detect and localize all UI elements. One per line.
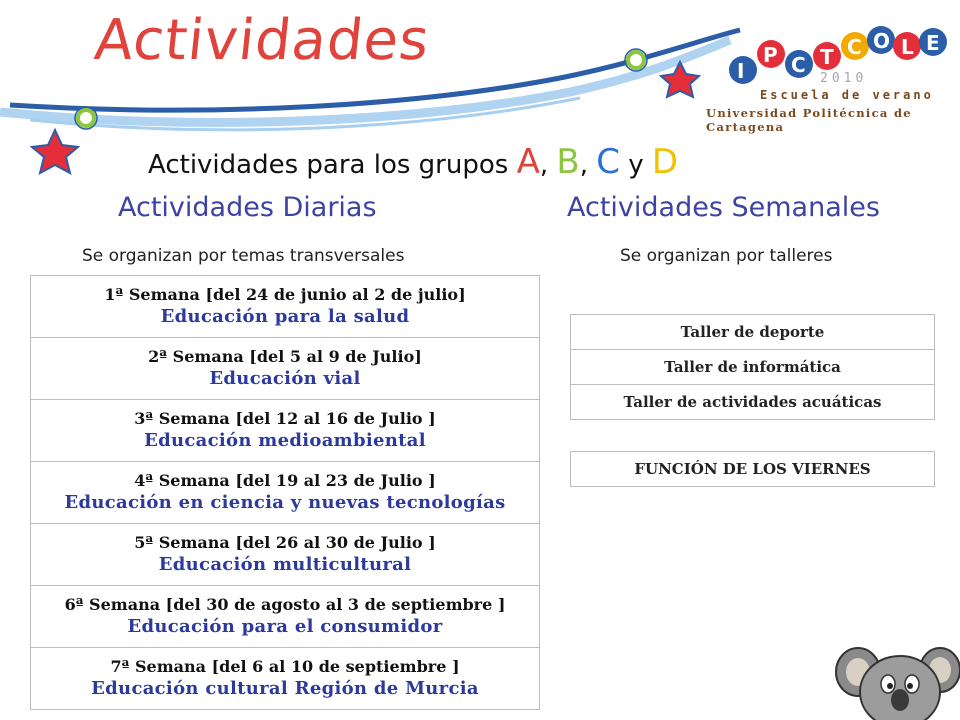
table-row (571, 350, 935, 385)
daily-subheading: Se organizan por temas transversales (82, 246, 405, 266)
svg-text:E: E (926, 31, 940, 55)
subtitle-sep: , (579, 150, 588, 180)
workshop-cell: Taller de deporte (571, 315, 935, 350)
star-icon (32, 130, 78, 173)
week-label: 7ª Semana [del 6 al 10 de septiembre ] (110, 656, 460, 676)
subtitle-sep: , (539, 150, 549, 180)
table-row (571, 315, 935, 350)
week-label: 6ª Semana [del 30 de agosto al 3 de septiembre ] (64, 594, 506, 614)
week-cell (31, 276, 540, 338)
svg-text:O: O (873, 29, 891, 53)
week-topic: Educación para la salud (160, 305, 410, 327)
page-title: Actividades (91, 8, 433, 73)
group-a: A (516, 142, 540, 182)
friday-cell: FUNCIÓN DE LOS VIERNES (571, 452, 935, 487)
svg-text:T: T (820, 45, 834, 69)
svg-text:C: C (791, 53, 806, 77)
logo-year: 2010 (820, 71, 868, 86)
week-topic: Educación vial (209, 367, 361, 389)
svg-text:L: L (901, 35, 914, 59)
table-row (571, 385, 935, 420)
table-row (31, 524, 540, 586)
daily-activities-table (30, 275, 540, 710)
week-topic: Educación para el consumidor (127, 615, 443, 637)
logo-tagline: Escuela de verano (760, 88, 934, 102)
week-cell (31, 524, 540, 586)
table-row (31, 338, 540, 400)
workshop-cell: Taller de actividades acuáticas (571, 385, 935, 420)
week-label: 1ª Semana [del 24 de junio al 2 de julio] (104, 284, 466, 304)
week-cell (31, 648, 540, 710)
group-c: C (596, 142, 620, 182)
ring-icon (628, 52, 644, 68)
week-label: 2ª Semana [del 5 al 9 de Julio] (148, 346, 422, 366)
week-topic: Educación medioambiental (144, 429, 426, 451)
week-label: 3ª Semana [del 12 al 16 de Julio ] (134, 408, 436, 428)
daily-heading: Actividades Diarias (118, 192, 377, 223)
subtitle-prefix: Actividades para los grupos (148, 150, 509, 180)
group-b: B (556, 142, 580, 182)
workshop-cell: Taller de informática (571, 350, 935, 385)
week-cell (31, 462, 540, 524)
week-label: 4ª Semana [del 19 al 23 de Julio ] (134, 470, 436, 490)
weekly-subheading: Se organizan por talleres (620, 246, 833, 266)
ring-icon (78, 110, 94, 126)
friday-table (570, 451, 935, 487)
week-topic: Educación multicultural (158, 553, 412, 575)
groups-subtitle (148, 142, 678, 182)
week-cell (31, 338, 540, 400)
koala-mascot-icon (832, 630, 960, 720)
table-row (31, 586, 540, 648)
weekly-heading: Actividades Semanales (567, 192, 880, 223)
table-row (31, 400, 540, 462)
week-topic: Educación cultural Región de Murcia (91, 677, 479, 699)
svg-text:C: C (847, 35, 862, 59)
table-row (31, 462, 540, 524)
week-topic: Educación en ciencia y nuevas tecnologías (64, 491, 506, 513)
week-cell (31, 586, 540, 648)
svg-text:P: P (763, 43, 778, 67)
group-d: D (651, 142, 679, 182)
table-row (31, 276, 540, 338)
table-row (31, 648, 540, 710)
table-row (571, 452, 935, 487)
logo-university: Universidad Politécnica de Cartagena (706, 106, 912, 134)
workshops-table (570, 314, 935, 420)
week-cell (31, 400, 540, 462)
svg-text:I: I (737, 59, 745, 83)
week-label: 5ª Semana [del 26 al 30 de Julio ] (134, 532, 436, 552)
subtitle-conj: y (628, 150, 644, 180)
